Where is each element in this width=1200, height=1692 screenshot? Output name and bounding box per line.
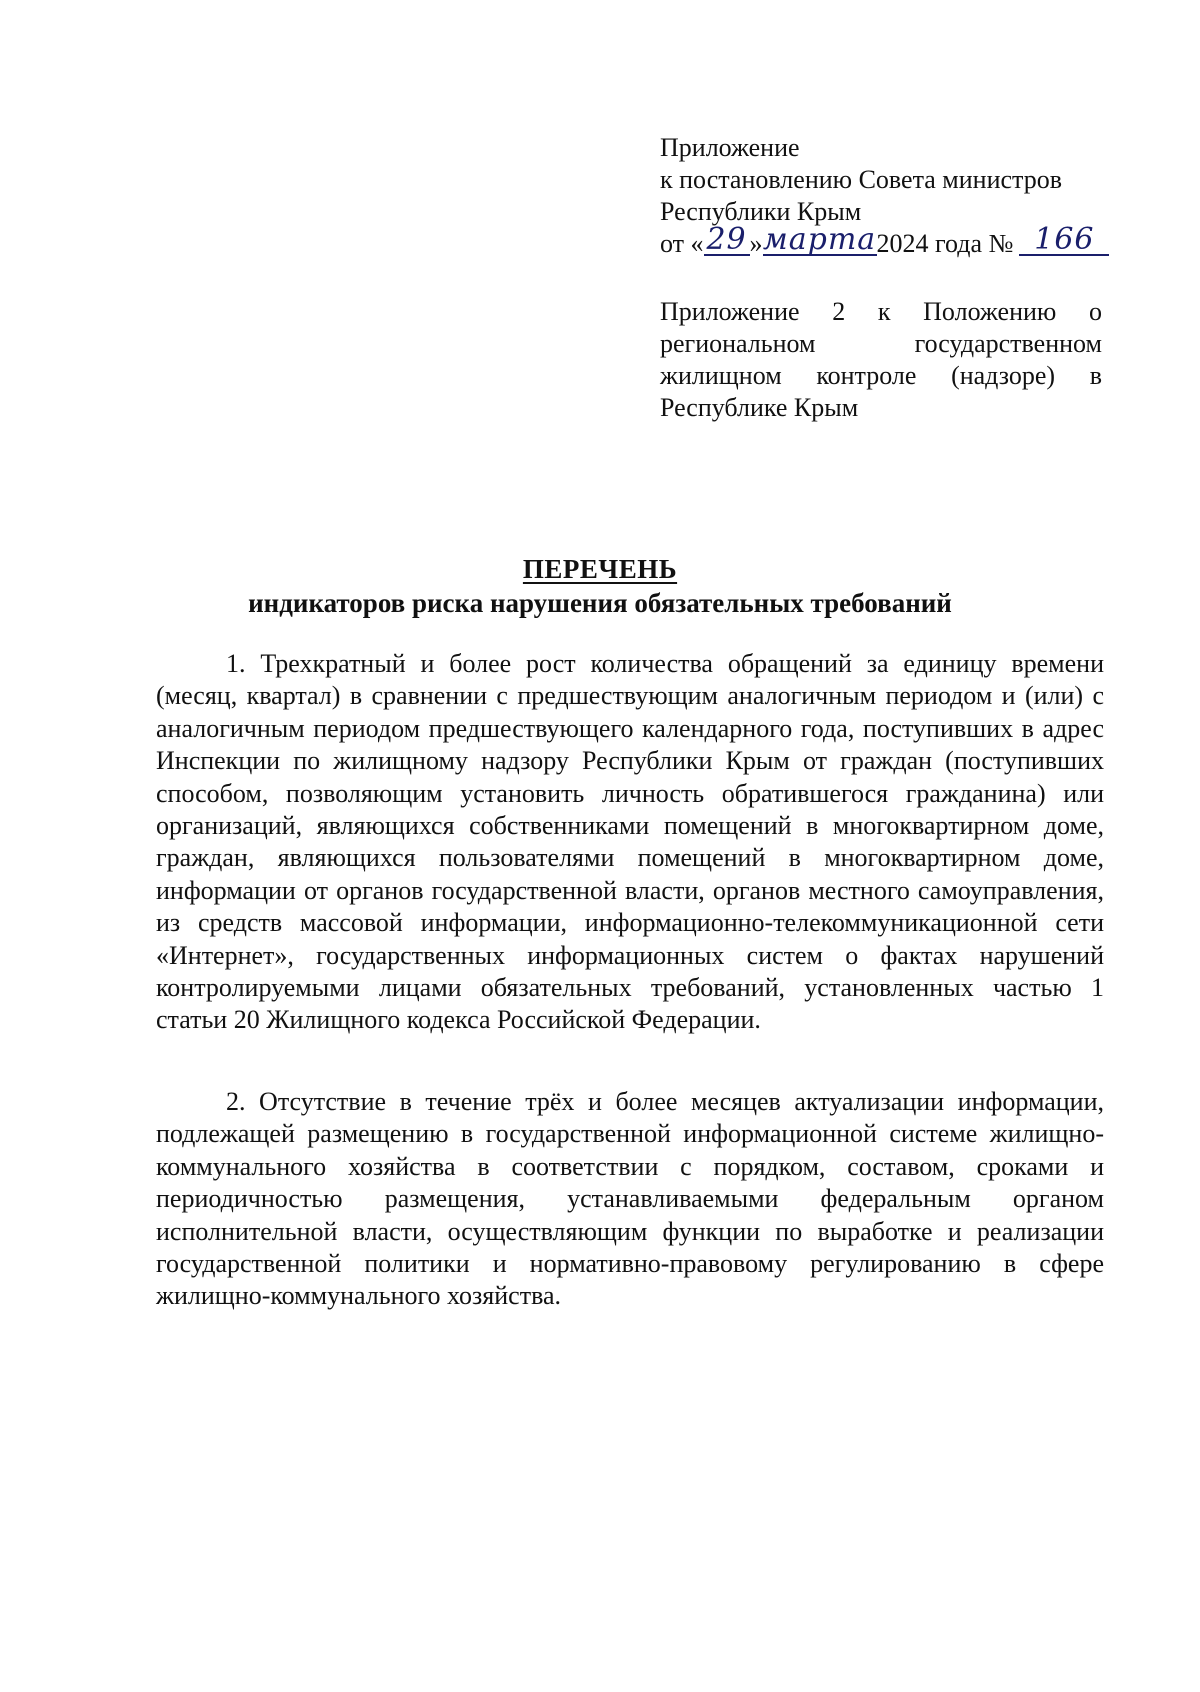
document-title: ПЕРЕЧЕНЬ [522,554,678,584]
paragraph-2-container [156,1086,1104,1313]
handwritten-month: марта [762,222,877,257]
appendix-2-block: Приложение 2 к Положению о региональном государственном жилищном контроле (надзоре) в Республике Крым [660,297,1102,422]
date-quote-close: » [749,229,763,258]
appendix-title: Приложение [660,133,800,162]
handwritten-day: 29 [704,226,750,256]
appendix-region: Республики Крым [660,197,862,226]
date-year: 2024 года № [876,229,1014,258]
handwritten-doc-number: 166 [1019,226,1109,256]
paragraph-2: 2. Отсутствие в течение трёх и более месяцев актуализации информации, подлежащей размещению в государственной информационной системе жилищно-коммунального хозяйства в соответствии с порядком, составом, сроками и периодичностью размещения, устанавливаемыми федеральным органом исполнительной власти, осуществляющим функции по выработке и реализации государственной политики и нормативно-правовому регулированию в сфере жилищно-коммунального хозяйства. [156,1087,1104,1311]
appendix-date-line [660,222,1102,260]
appendix-header [660,132,1102,260]
appendix-reference: к постановлению Совета министров [660,165,1062,194]
paragraph-1: 1. Трехкратный и более рост количества обращений за единицу времени (месяц, квартал) в сравнении с предшествующим аналогичным периодом и (или) с аналогичным периодом предшествующего календарного года, поступивших в адрес Инспекции по жилищному надзору Республики Крым от граждан (поступивших способом, позволяющим установить личность обратившегося гражданина) или организаций, являющихся собственниками помещений в многоквартирном доме, граждан, являющихся пользователями помещений в многоквартирном доме, информации от органов государственной власти, органов местного самоуправления, из средств массовой информации, информационно-телекоммуникационной сети «Интернет», государственных информационных систем о фактах нарушений контролируемыми лицами обязательных требований, установленных частью 1 статьи 20 Жилищного кодекса Российской Федерации. [156,649,1104,1035]
paragraph-1-container [156,648,1104,1037]
document-subtitle: индикаторов риска нарушения обязательных требований [248,588,952,618]
date-prefix: от « [660,229,704,258]
